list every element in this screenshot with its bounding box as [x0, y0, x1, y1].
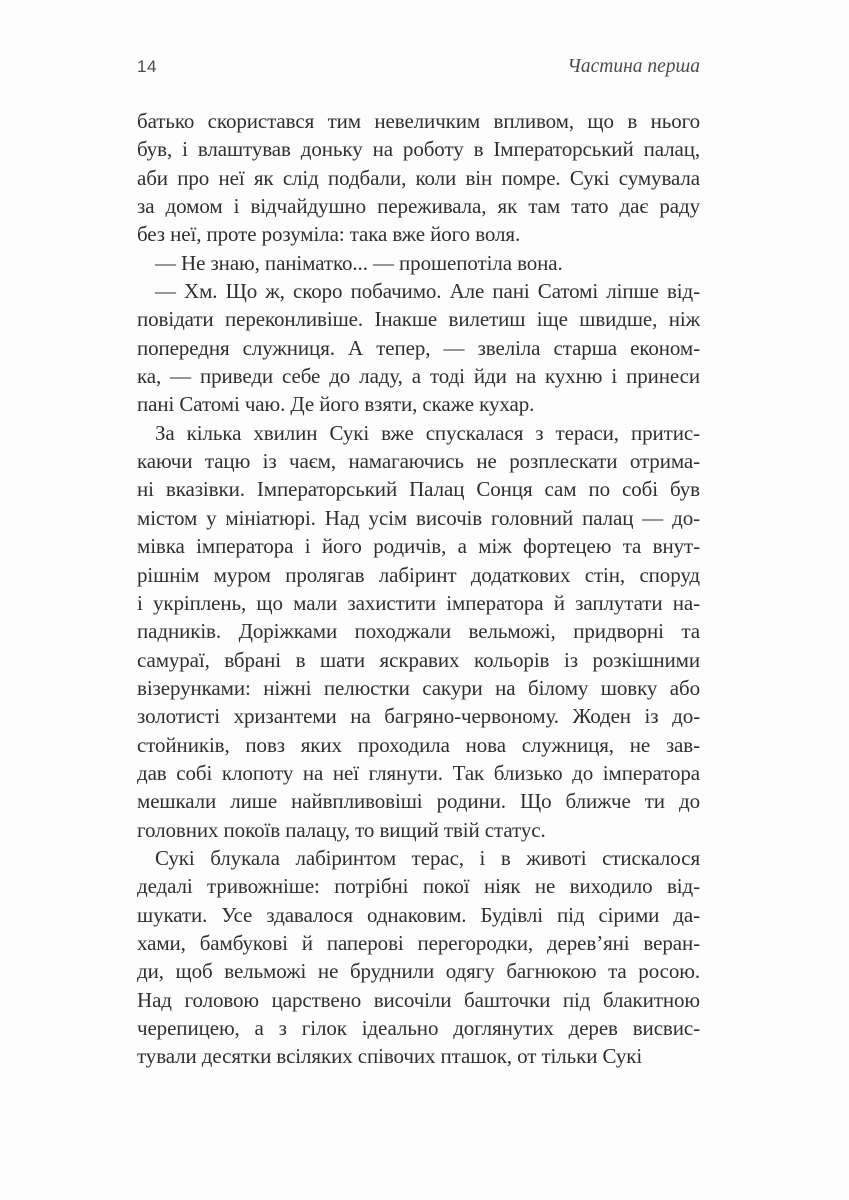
- text-line: пані Сатомі чаю. Де його взяти, скаже кухар.: [137, 392, 535, 417]
- text-line: повідати переконливіше. Інакше вилетиш іще швидше, ніж: [137, 307, 700, 332]
- paragraph: [137, 249, 700, 277]
- text-line: ди, щоб вельможі не бруднили одягу багнюкою та росою.: [137, 959, 700, 984]
- text-line: — Хм. Що ж, скоро побачимо. Але пані Сатомі ліпше від-: [155, 279, 700, 304]
- text-line: За кілька хвилин Сукі вже спускалася з тераси, притис-: [155, 420, 700, 445]
- text-line: мівка імператора і його родичів, а між фортецею та внут-: [137, 534, 700, 559]
- text-line: самураї, вбрані в шати яскравих кольорів із розкішними: [137, 647, 700, 672]
- text-line: головних покоїв палацу, то вищий твій статус.: [137, 817, 546, 842]
- text-line: Сукі блукала лабіринтом терас, і в животі стискалося: [155, 845, 700, 870]
- text-line: каючи тацю із чаєм, намагаючись не розплескати отрима-: [137, 449, 700, 474]
- text-line: хами, бамбукові й паперові перегородки, дерев’яні веран-: [137, 930, 700, 955]
- text-line: ка, — приведи себе до ладу, а тоді йди на кухню і принеси: [137, 364, 700, 389]
- text-line: Над головою царствено височіли башточки під блакитною: [137, 987, 700, 1012]
- text-line: візерунками: ніжні пелюстки сакури на білому шовку або: [137, 675, 700, 700]
- text-line: батько скористався тим невеличким впливом, що в нього: [137, 109, 700, 133]
- text-line: мешкали лише найвпливовіші родини. Що ближче ти до: [137, 789, 700, 814]
- paragraph: [137, 844, 700, 1071]
- text-line: дав собі клопоту на неї глянути. Так близько до імператора: [137, 760, 700, 785]
- text-line: стойників, повз яких проходила нова служниця, не зав-: [137, 732, 700, 757]
- text-line: містом у мініатюрі. Над усім височів головний палац — до-: [137, 505, 700, 530]
- text-line: шукати. Усе здавалося однаковим. Будівлі під сірими да-: [137, 902, 700, 927]
- paragraph: [137, 419, 700, 844]
- text-line: був, і влаштував доньку на роботу в Імператорський палац,: [137, 137, 700, 162]
- text-line: без неї, проте розуміла: така вже його воля.: [137, 222, 521, 247]
- text-line: золотисті хризантеми на багряно-червоному. Жоден із до-: [137, 704, 700, 729]
- page-header: [137, 56, 700, 78]
- page-number: 14: [137, 57, 157, 76]
- text-line: рішнім муром пролягав лабіринт додаткових стін, споруд: [137, 562, 700, 587]
- text-line: черепицею, а з гілок ідеально доглянутих дерев висвис-: [137, 1016, 700, 1040]
- text-line: попередня служниця. А тепер, — звеліла старша економ-: [137, 335, 700, 360]
- text-line: і укріплень, що мали захистити імператора й заплутати на-: [137, 590, 700, 615]
- text-line: ні вказівки. Імператорський Палац Сонця сам по собі був: [137, 477, 700, 502]
- paragraph: [137, 277, 700, 419]
- paragraph: [137, 107, 700, 249]
- text-line: за домом і відчайдушно переживала, як там тато дає раду: [137, 194, 700, 219]
- text-line: падників. Доріжками походжали вельможі, придворні та: [137, 619, 700, 644]
- page-text: [137, 107, 700, 1071]
- running-head: Частина перша: [567, 56, 700, 77]
- text-line: дедалі тривожніше: потрібні покої ніяк не виходило від-: [137, 874, 700, 899]
- text-line: тували десятки всіляких співочих пташок, от тільки Сукі: [137, 1044, 643, 1069]
- text-line: аби про неї як слід подбали, коли він помре. Сукі сумувала: [137, 165, 700, 190]
- text-line: — Не знаю, паніматко... — прошепотіла вона.: [155, 250, 563, 275]
